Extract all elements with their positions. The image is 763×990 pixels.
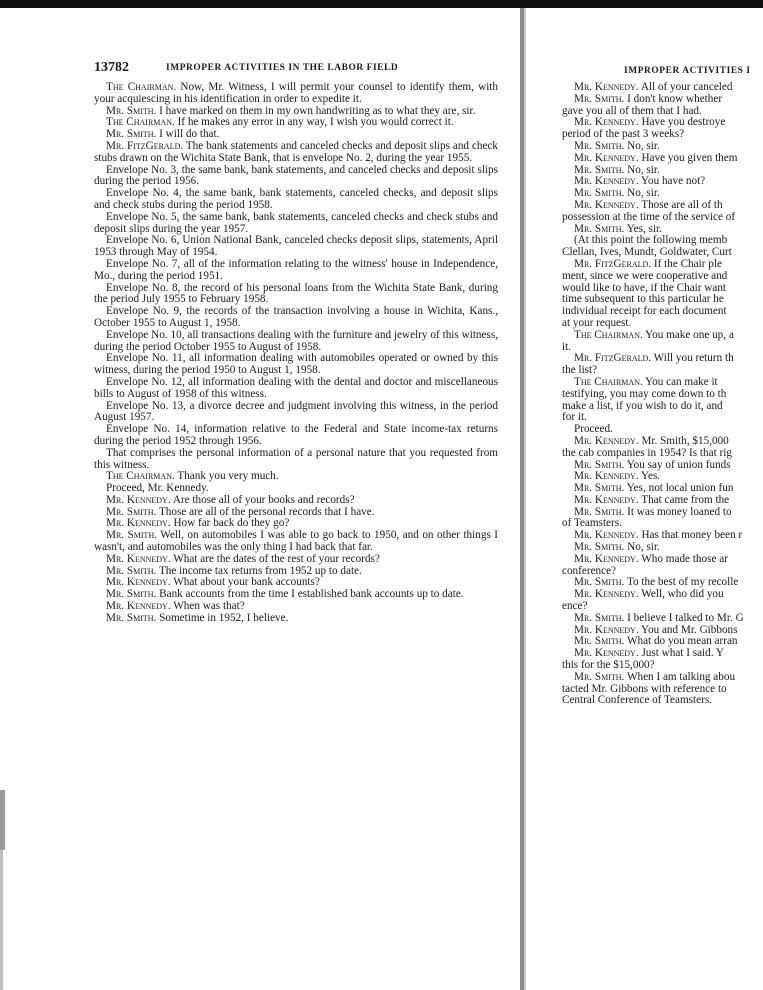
speaker-name: Mr. Smith. (574, 459, 625, 471)
transcript-paragraph (562, 684, 763, 696)
speaker-name: Mr. FitzGerald. (574, 258, 652, 270)
speaker-name: Mr. Smith. (106, 128, 157, 141)
transcript-paragraph (562, 200, 763, 212)
left-running-head (94, 60, 498, 82)
transcript-paragraph (562, 636, 763, 648)
transcript-paragraph (562, 117, 763, 129)
paragraph-text: Yes. (638, 471, 661, 483)
speaker-name: Mr. Smith. (106, 564, 157, 577)
paragraph-text: Have you destroye (638, 117, 726, 129)
paragraph-text: would like to have, if the Chair want (562, 282, 727, 294)
speaker-name: Mr. Kennedy. (106, 600, 171, 613)
paragraph-text: That comprises the personal information of a personal nature that you requested from this witness. (94, 446, 498, 471)
transcript-paragraph (562, 648, 763, 660)
speaker-name: Mr. Kennedy. (574, 494, 639, 506)
transcript-paragraph (562, 660, 763, 672)
paragraph-text: No, sir. (624, 188, 660, 200)
speaker-name: Mr. Kennedy. (106, 552, 171, 565)
transcript-paragraph (562, 436, 763, 448)
speaker-name: Mr. Kennedy. (574, 589, 639, 601)
transcript-paragraph (562, 566, 763, 578)
paragraph-text: That came from the (638, 494, 730, 506)
speaker-name: Mr. Smith. (106, 588, 157, 601)
paragraph-text: Have you given them (638, 152, 738, 164)
paragraph-text: Envelope No. 9, the records of the transaction involving a house in Wichita, Kans., October 1955 to August 1, 1958. (94, 305, 498, 329)
transcript-paragraph (562, 589, 763, 601)
paragraph-text: possession at the time of the service of (562, 211, 736, 223)
speaker-name: Mr. Kennedy. (574, 152, 639, 164)
scan-top-border (0, 0, 763, 8)
paragraph-text: Those are all of the personal records that I have. (156, 505, 375, 518)
running-title: IMPROPER ACTIVITIES IN THE LABOR FIELD (166, 63, 399, 73)
speaker-name: Mr. FitzGerald. (574, 353, 652, 365)
transcript-paragraph (94, 613, 498, 625)
paragraph-text: Envelope No. 8, the record of his personal loans from the Wichita State Bank, during the period July 1955 to February 1958. (94, 281, 498, 306)
speaker-name: Mr. Smith. (574, 506, 625, 518)
right-page (562, 60, 763, 760)
paragraph-text: Envelope No. 14, information relative to the Federal and State income-tax returns during the period 1952 through 1956. (94, 423, 498, 447)
paragraph-text: gave you all of them that I had. (562, 105, 702, 117)
paragraph-text: of Teamsters. (562, 518, 622, 530)
transcript-paragraph (94, 141, 498, 165)
paragraph-text: it. (562, 341, 572, 353)
paragraph-text: No, sir. (624, 542, 660, 554)
transcript-paragraph (562, 412, 763, 424)
paragraph-text: ment, since we were cooperative and (562, 270, 728, 282)
paragraph-text: You can make it (642, 376, 718, 388)
paragraph-text: I have marked on them in my own handwriting as to what they are, sir. (156, 104, 476, 117)
paragraph-text: time subsequent to this particular he (562, 294, 724, 306)
speaker-name: Mr. Kennedy. (574, 624, 639, 636)
paragraph-text: What do you mean arran (624, 636, 738, 648)
transcript-paragraph (94, 283, 498, 307)
transcript-paragraph (562, 401, 763, 413)
transcript-paragraph (94, 306, 498, 330)
speaker-name: The Chairman. (106, 81, 177, 93)
transcript-paragraph (562, 306, 763, 318)
speaker-name: Mr. Smith. (574, 188, 625, 200)
speaker-name: Mr. Kennedy. (574, 199, 639, 211)
speaker-name: Mr. Smith. (574, 93, 625, 105)
paragraph-text: What are the dates of the rest of your records? (170, 552, 380, 565)
paragraph-text: Bank accounts from the time I established bank accounts up to date. (156, 588, 464, 601)
paragraph-text: (At this point the following memb (574, 235, 728, 247)
speaker-name: Mr. Smith. (574, 577, 625, 589)
scan-left-edge-shadow (0, 850, 3, 990)
transcript-paragraph (562, 554, 763, 566)
transcript-paragraph (94, 401, 498, 425)
transcript-paragraph (562, 471, 763, 483)
speaker-name: Mr. Smith. (106, 529, 158, 542)
transcript-paragraph (562, 518, 763, 530)
paragraph-text: Mr. Smith, $15,000 (638, 435, 729, 447)
paragraph-text: No, sir. (624, 140, 660, 152)
paragraph-text: Central Conference of Teamsters. (562, 695, 712, 707)
paragraph-text: Envelope No. 13, a divorce decree and judgment involving this witness, in the period August 1957. (94, 399, 498, 424)
transcript-paragraph (562, 106, 763, 118)
transcript-paragraph (562, 141, 763, 153)
transcript-paragraph (562, 188, 763, 200)
transcript-paragraph (562, 542, 763, 554)
paragraph-text: I will do that. (156, 128, 220, 141)
paragraph-text: What about your bank accounts? (170, 576, 320, 589)
speaker-name: Mr. Kennedy. (574, 553, 639, 565)
right-running-head (562, 60, 763, 82)
speaker-name: The Chairman. (106, 470, 175, 483)
transcript-paragraph (562, 507, 763, 519)
transcript-paragraph (562, 365, 763, 377)
transcript-paragraph (562, 318, 763, 330)
paragraph-text: Yes, sir. (624, 223, 662, 235)
transcript-paragraph (562, 613, 763, 625)
transcript-paragraph (94, 530, 498, 554)
transcript-paragraph (562, 342, 763, 354)
transcript-paragraph (94, 212, 498, 236)
speaker-name: The Chairman. (106, 116, 175, 129)
transcript-paragraph (562, 330, 763, 342)
paragraph-text: I believe I talked to Mr. G (624, 612, 744, 624)
paragraph-text: You say of union funds (624, 459, 731, 471)
paragraph-text: Are those all of your books and records? (170, 493, 355, 506)
book-gutter-shadow (524, 8, 526, 990)
speaker-name: Mr. Smith. (574, 542, 625, 554)
page-number: 13782 (94, 60, 129, 75)
paragraph-text: individual receipt for each document (562, 306, 727, 318)
transcript-paragraph (562, 176, 763, 188)
speaker-name: Mr. Smith. (574, 140, 625, 152)
transcript-paragraph (562, 672, 763, 684)
right-page-body (562, 82, 763, 707)
speaker-name: Mr. Smith. (574, 612, 625, 624)
transcript-paragraph (562, 259, 763, 271)
paragraph-text: I don't know whether (624, 93, 723, 105)
paragraph-text: Will you return th (651, 353, 734, 365)
paragraph-text: the cab companies in 1954? Is that rig (562, 447, 732, 459)
speaker-name: Mr. Smith. (106, 104, 157, 117)
transcript-paragraph (94, 235, 498, 259)
transcript-paragraph (562, 283, 763, 295)
transcript-paragraph (562, 424, 763, 436)
transcript-paragraph (94, 353, 498, 377)
transcript-paragraph (94, 377, 498, 401)
transcript-paragraph (562, 460, 763, 472)
transcript-paragraph (562, 483, 763, 495)
paragraph-text: Envelope No. 5, the same bank, bank statements, canceled checks and check stubs and deposit slips during the year 1957. (94, 210, 498, 235)
transcript-paragraph (562, 224, 763, 236)
transcript-paragraph (562, 353, 763, 365)
transcript-paragraph (562, 129, 763, 141)
transcript-paragraph (562, 94, 763, 106)
transcript-paragraph (562, 271, 763, 283)
paragraph-text: Proceed, Mr. Kennedy. (106, 482, 209, 495)
speaker-name: Mr. Smith. (106, 611, 157, 624)
paragraph-text: conference? (562, 565, 617, 577)
speaker-name: The Chairman. (574, 329, 643, 341)
paragraph-text: Sometime in 1952, I believe. (156, 611, 289, 624)
paragraph-text: Well, on automobiles I was able to go back to 1950, and on other things I wasn't, and automobiles was the only thing I had back that far. (94, 529, 498, 554)
transcript-paragraph (94, 424, 498, 448)
paragraph-text: the list? (562, 365, 598, 377)
transcript-paragraph (562, 153, 763, 165)
left-page-body (94, 82, 498, 625)
speaker-name: Mr. Kennedy. (574, 117, 639, 129)
speaker-name: Mr. Smith. (574, 223, 625, 235)
speaker-name: Mr. Smith. (574, 483, 625, 495)
paragraph-text: Envelope No. 4, the same bank, bank statements, canceled checks, and deposit slips and check stubs during the period 1958. (94, 187, 498, 211)
paragraph-text: Envelope No. 10, all transactions dealing with the furniture and jewelry of this witness, during the period October 1955 to August of 1958. (94, 328, 498, 353)
speaker-name: Mr. Kennedy. (574, 648, 639, 660)
paragraph-text: Envelope No. 6, Union National Bank, canceled checks deposit slips, statements, April 1953 through May of 1954. (94, 234, 498, 259)
speaker-name: Mr. Smith. (574, 164, 625, 176)
paragraph-text: You and Mr. Gibbons (638, 624, 738, 636)
speaker-name: Mr. Smith. (574, 636, 625, 648)
paragraph-text: Now, Mr. Witness, I will permit your counsel to identify them, with your acquiescing in his identification in order to expedite it. (94, 81, 498, 105)
paragraph-text: at your request. (562, 317, 632, 329)
paragraph-text: How far back do they go? (170, 517, 290, 530)
paragraph-text: ence? (562, 601, 588, 613)
paragraph-text: Clellan, Ives, Mundt, Goldwater, Curt (562, 247, 732, 259)
paragraph-text: Proceed. (574, 424, 613, 436)
speaker-name: Mr. Kennedy. (574, 471, 639, 483)
paragraph-text: Envelope No. 7, all of the information relating to the witness' house in Independence, Mo., during the period 1951. (94, 257, 498, 282)
paragraph-text: If the Chair ple (651, 258, 722, 270)
paragraph-text: If he makes any error in any way, I wish you would correct it. (174, 116, 454, 129)
speaker-name: Mr. Kennedy. (574, 82, 639, 93)
paragraph-text: for it. (562, 412, 587, 424)
paragraph-text: testifying, you may come down to th (562, 388, 727, 400)
speaker-name: The Chairman. (574, 376, 643, 388)
speaker-name: Mr. Kennedy. (106, 576, 171, 589)
transcript-paragraph (94, 165, 498, 189)
paragraph-text: Who made those ar (638, 553, 728, 565)
paragraph-text: It was money loaned to (624, 506, 732, 518)
paragraph-text: When I am talking abou (624, 671, 736, 683)
paragraph-text: You make one up, a (642, 329, 734, 341)
paragraph-text: period of the past 3 weeks? (562, 129, 685, 141)
transcript-paragraph (562, 530, 763, 542)
left-page (94, 60, 498, 760)
paragraph-text: The income tax returns from 1952 up to date. (156, 564, 362, 577)
paragraph-text: tacted Mr. Gibbons with reference to (562, 683, 727, 695)
paragraph-text: Envelope No. 12, all information dealing with the dental and doctor and miscellaneous bills to August of 1958 of this witness. (94, 375, 498, 400)
paragraph-text: Envelope No. 11, all information dealing with automobiles operated or owned by this witness, during the period 1950 to August 1, 1958. (94, 352, 498, 377)
speaker-name: Mr. Kennedy. (106, 517, 171, 530)
transcript-paragraph (562, 247, 763, 259)
transcript-paragraph (562, 389, 763, 401)
transcript-paragraph (94, 82, 498, 106)
paragraph-text: Has that money been r (638, 530, 743, 542)
running-title-right: IMPROPER ACTIVITIES I (624, 66, 751, 76)
paragraph-text: Yes, not local union fun (624, 483, 734, 495)
paragraph-text: To the best of my recolle (624, 577, 739, 589)
paragraph-text: All of your canceled (638, 82, 733, 93)
speaker-name: Mr. Kennedy. (574, 176, 639, 188)
paragraph-text: The bank statements and canceled checks and deposit slips and check stubs drawn on the Wichita State Bank, that is envelope No. 2, during the year 1955. (94, 139, 498, 164)
paragraph-text: Thank you very much. (174, 470, 279, 483)
transcript-paragraph (562, 235, 763, 247)
speaker-name: Mr. Kennedy. (574, 530, 639, 542)
paragraph-text: Well, who did you (638, 589, 724, 601)
transcript-paragraph (562, 294, 763, 306)
transcript-paragraph (562, 212, 763, 224)
paragraph-text: this for the $15,000? (562, 660, 655, 672)
transcript-paragraph (562, 448, 763, 460)
paragraph-text: make a list, if you wish to do it, and (562, 400, 723, 412)
transcript-paragraph (562, 577, 763, 589)
speaker-name: Mr. Kennedy. (574, 435, 639, 447)
paragraph-text: Just what I said. Y (638, 648, 724, 660)
paragraph-text: When was that? (170, 600, 245, 613)
speaker-name: Mr. FitzGerald. (106, 139, 184, 152)
transcript-paragraph (562, 165, 763, 177)
transcript-paragraph (562, 82, 763, 94)
paragraph-text: You have not? (638, 176, 706, 188)
transcript-paragraph (562, 695, 763, 707)
transcript-paragraph (94, 259, 498, 283)
transcript-paragraph (94, 330, 498, 354)
paragraph-text: Envelope No. 3, the same bank, bank statements, and canceled checks and deposit slips during the period 1956. (94, 163, 498, 188)
transcript-paragraph (562, 495, 763, 507)
transcript-paragraph (94, 188, 498, 212)
speaker-name: Mr. Kennedy. (106, 493, 171, 506)
speaker-name: Mr. Smith. (106, 505, 157, 518)
paragraph-text: Those are all of th (638, 199, 723, 211)
speaker-name: Mr. Smith. (574, 671, 625, 683)
transcript-paragraph (562, 377, 763, 389)
transcript-paragraph (562, 625, 763, 637)
scan-left-edge-mark (0, 790, 5, 850)
paragraph-text: No, sir. (624, 164, 660, 176)
transcript-paragraph (94, 448, 498, 472)
transcript-paragraph (562, 601, 763, 613)
